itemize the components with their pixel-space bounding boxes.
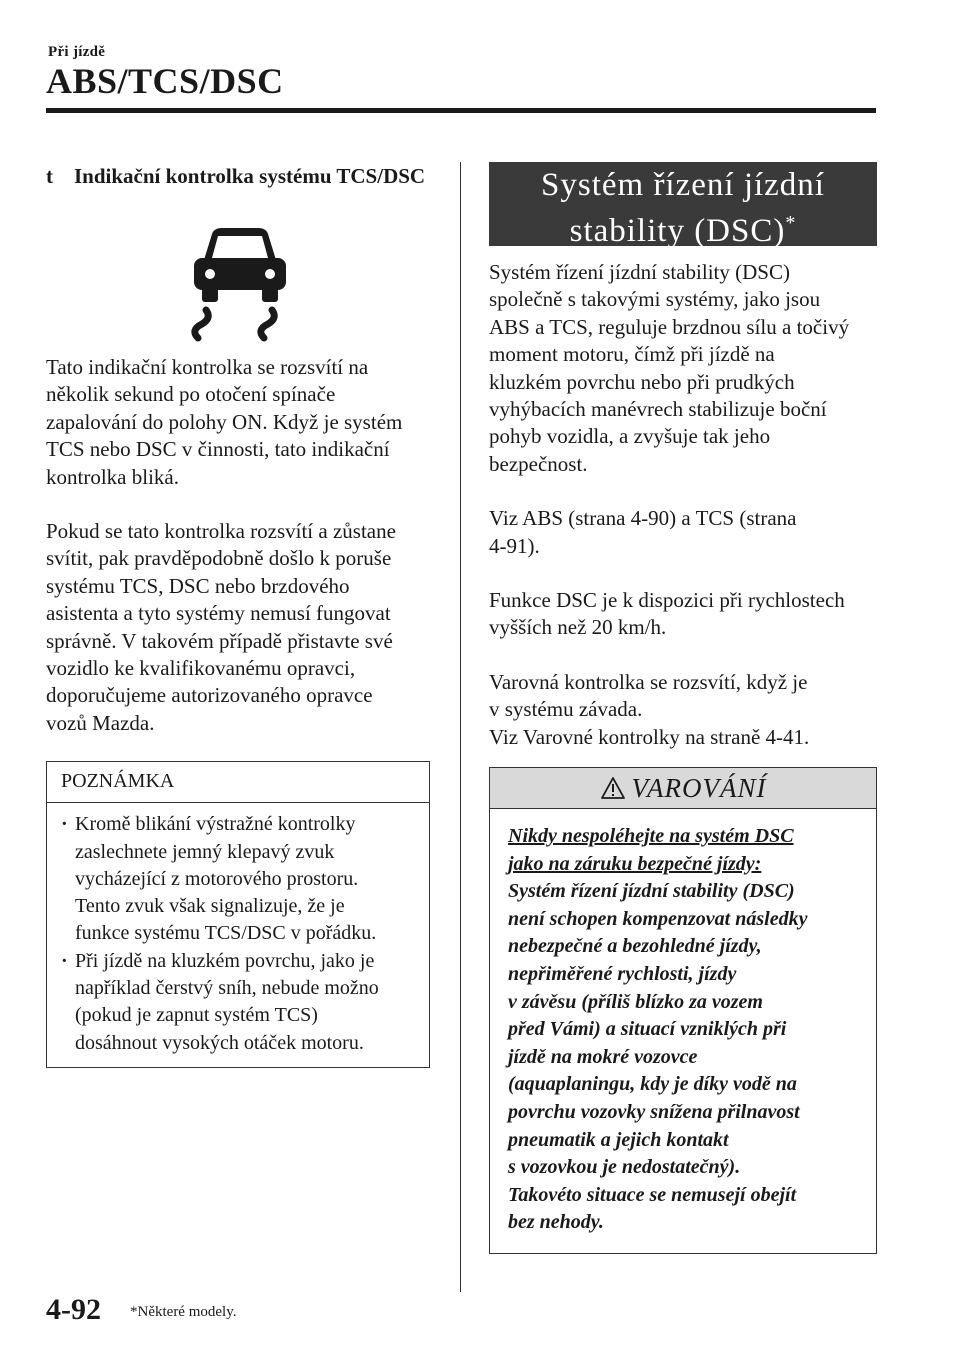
- warning-triangle-icon: [600, 776, 626, 800]
- banner-footnote-star: *: [785, 212, 797, 234]
- warning-body: [490, 809, 876, 1253]
- note-list: [47, 803, 429, 1067]
- warning-header: [490, 768, 876, 809]
- warning-lead: Nikdy nespoléhejte na systém DSC jako na záruku bezpečné jízdy:: [508, 825, 794, 875]
- warning-text: Systém řízení jízdní stability (DSC) není schopen kompenzovat následky nebezpečné a bezohledné jízdy, nepřiměřené rychlosti, jízdy v závěsu (příliš blízko za vozem před Vámi) a situací vzniklých při jízdě na mokré vozovce (aquaplaningu, kdy je díky vodě na povrchu vozovky snížena přilnavost pneumatik a jejich kontakt s vozovkou je nedostatečný). Takovéto situace se nemusejí obejít bez nehody.: [508, 880, 808, 1234]
- column-divider: [460, 162, 461, 1292]
- banner-line-1: Systém řízení jízdní: [541, 167, 825, 203]
- footnote: *Některé modely.: [130, 1304, 237, 1320]
- indicator-subheading: [46, 162, 431, 190]
- note-item: · Kromě blikání výstražné kontrolky zaslechnete jemný klepavý zvuk vycházející z motorového prostoru. Tento zvuk však signalizuje, že je funkce systému TCS/DSC v pořádku.: [61, 811, 419, 947]
- subhead-text: Indikační kontrolka systému TCS/DSC: [74, 164, 426, 188]
- note-item: · Při jízdě na kluzkém povrchu, jako je například čerstvý sníh, nebude možno (pokud je zapnut systém TCS) dosáhnout vysokých otáček motoru.: [61, 948, 419, 1057]
- banner-line-2: [489, 204, 877, 250]
- warning-box: [489, 767, 877, 1254]
- page-title: ABS/TCS/DSC: [46, 61, 284, 101]
- dsc-section-banner: [489, 162, 877, 249]
- section-label: Při jízdě: [48, 44, 106, 60]
- dsc-warning-light-info: Varovná kontrolka se rozsvítí, když je v systému závada. Viz Varovné kontrolky na straně 4-41.: [489, 669, 810, 749]
- right-column: [489, 162, 877, 1254]
- page-number: 4-92: [46, 1293, 101, 1326]
- dsc-description: Systém řízení jízdní stability (DSC) společně s takovými systémy, jako jsou ABS a TCS, reguluje brzdnou sílu a točivý moment motoru, čímž při jízdě na kluzkém povrchu nebo při prudkých vyhýbacích manévrech stabilizuje boční pohyb vozidla, a zvyšuje tak jeho bezpečnost.: [489, 260, 850, 476]
- note-box: [46, 761, 430, 1068]
- malfunction-description: Pokud se tato kontrolka rozsvítí a zůstane svítit, pak pravděpodobně došlo k poruše systému TCS, DSC nebo brzdového asistenta a tyto systémy nemusí fungovat správně. V takovém případě přistavte své vozidlo ke kvalifikovanému opravci, doporučujeme autorizovaného opravce vozů Mazda.: [46, 519, 396, 735]
- header-rule: [46, 108, 876, 113]
- tcs-dsc-indicator-icon: [184, 224, 296, 344]
- note-heading: POZNÁMKA: [47, 762, 429, 803]
- banner-line-2-text: stability (DSC): [569, 213, 786, 249]
- dsc-speed-info: Funkce DSC je k dispozici při rychlostech vyšších než 20 km/h.: [489, 588, 845, 640]
- warning-title: VAROVÁNÍ: [631, 772, 767, 803]
- dsc-reference: Viz ABS (strana 4-90) a TCS (strana 4-91).: [489, 506, 797, 558]
- indicator-description: Tato indikační kontrolka se rozsvítí na několik sekund po otočení spínače zapalování do polohy ON. Když je systém TCS nebo DSC v činnosti, tato indikační kontrolka bliká.: [46, 355, 403, 489]
- left-column: [46, 162, 431, 1068]
- subhead-bullet: t: [46, 164, 53, 188]
